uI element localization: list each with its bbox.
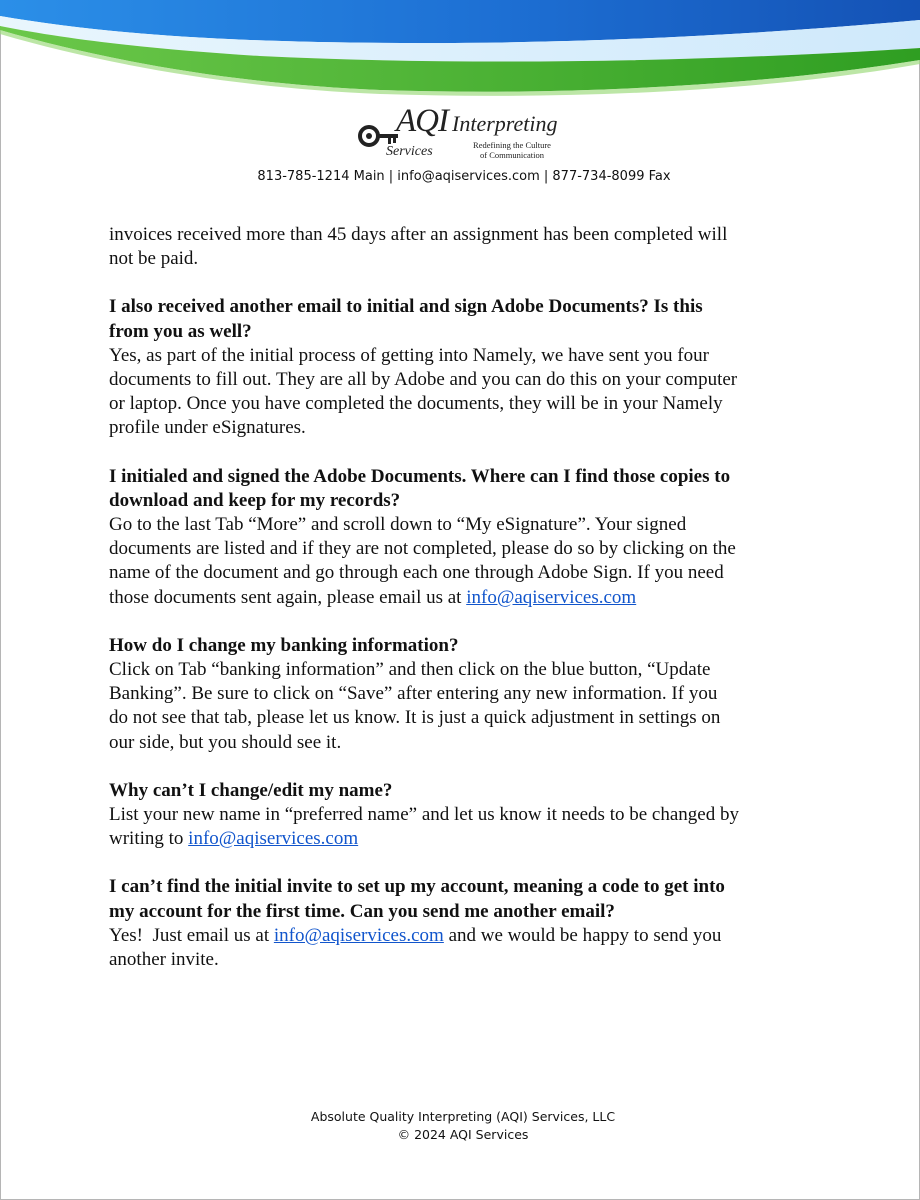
logo-tagline bbox=[466, 140, 558, 160]
faq-question: I initialed and signed the Adobe Documents. Where can I find those copies to bbox=[109, 465, 731, 487]
logo-mark: AQI bbox=[396, 103, 448, 139]
footer-copyright: © 2024 AQI Services bbox=[397, 1127, 529, 1142]
faq-answer: name of the document and go through each one through Adobe Sign. If you need bbox=[109, 562, 724, 584]
faq-answer: Click on Tab “banking information” and then click on the blue button, “Update bbox=[109, 659, 711, 681]
faq-answer: Yes, as part of the initial process of getting into Namely, we have sent you four bbox=[109, 344, 709, 366]
faq-content bbox=[109, 223, 829, 972]
faq-answer: our side, but you should see it. bbox=[109, 731, 342, 753]
logo-word: Interpreting bbox=[452, 111, 558, 136]
intro-line-2: not be paid. bbox=[109, 248, 199, 270]
faq-answer-text: and we would be happy to send you bbox=[443, 924, 722, 946]
faq-answer: profile under eSignatures. bbox=[109, 417, 306, 439]
email-link[interactable]: info@aqiservices.com bbox=[466, 586, 637, 608]
faq-answer: another invite. bbox=[109, 949, 219, 971]
logo-tagline-line-1: Redefining the Culture bbox=[473, 140, 551, 150]
faq-answer: Banking”. Be sure to click on “Save” after entering any new information. If you bbox=[109, 683, 718, 705]
faq-answer bbox=[109, 827, 829, 851]
contact-line: 813-785-1214 Main | info@aqiservices.com | 877-734-8099 Fax bbox=[257, 169, 671, 184]
faq-answer-text: Yes! Just email us at bbox=[109, 924, 274, 946]
faq-answer: do not see that tab, please let us know. It is just a quick adjustment in settings on bbox=[109, 707, 721, 729]
faq-question: I can’t find the initial invite to set up my account, meaning a code to get into bbox=[109, 876, 725, 898]
intro-line-1: invoices received more than 45 days after an assignment has been completed will bbox=[109, 224, 728, 245]
logo-tagline-line-2: of Communication bbox=[480, 150, 544, 160]
logo-services: Services bbox=[386, 144, 433, 159]
faq-answer-text: writing to bbox=[109, 828, 189, 850]
faq-question: download and keep for my records? bbox=[109, 489, 401, 511]
faq-answer: documents to fill out. They are all by Adobe and you can do this on your computer bbox=[109, 369, 738, 391]
faq-question: my account for the first time. Can you send me another email? bbox=[109, 900, 615, 922]
email-link[interactable]: info@aqiservices.com bbox=[273, 924, 444, 946]
faq-answer-text: those documents sent again, please email us at bbox=[109, 586, 467, 608]
faq-question: How do I change my banking information? bbox=[109, 634, 459, 656]
company-logo bbox=[358, 104, 568, 166]
faq-question: I also received another email to initial and sign Adobe Documents? Is this bbox=[109, 296, 703, 318]
faq-answer: List your new name in “preferred name” and let us know it needs to be changed by bbox=[109, 804, 739, 826]
header-swoosh bbox=[0, 0, 920, 110]
faq-answer: or laptop. Once you have completed the documents, they will be in your Namely bbox=[109, 393, 723, 415]
faq-question: Why can’t I change/edit my name? bbox=[109, 779, 393, 801]
faq-answer: Go to the last Tab “More” and scroll down to “My eSignature”. Your signed bbox=[109, 514, 687, 536]
email-link[interactable]: info@aqiservices.com bbox=[188, 828, 359, 850]
faq-question: from you as well? bbox=[109, 320, 252, 342]
faq-answer: documents are listed and if they are not completed, please do so by clicking on the bbox=[109, 538, 736, 560]
footer-company: Absolute Quality Interpreting (AQI) Services, LLC bbox=[310, 1109, 616, 1124]
faq-answer bbox=[109, 924, 829, 948]
page-footer bbox=[0, 1108, 920, 1144]
faq-answer bbox=[109, 586, 829, 610]
